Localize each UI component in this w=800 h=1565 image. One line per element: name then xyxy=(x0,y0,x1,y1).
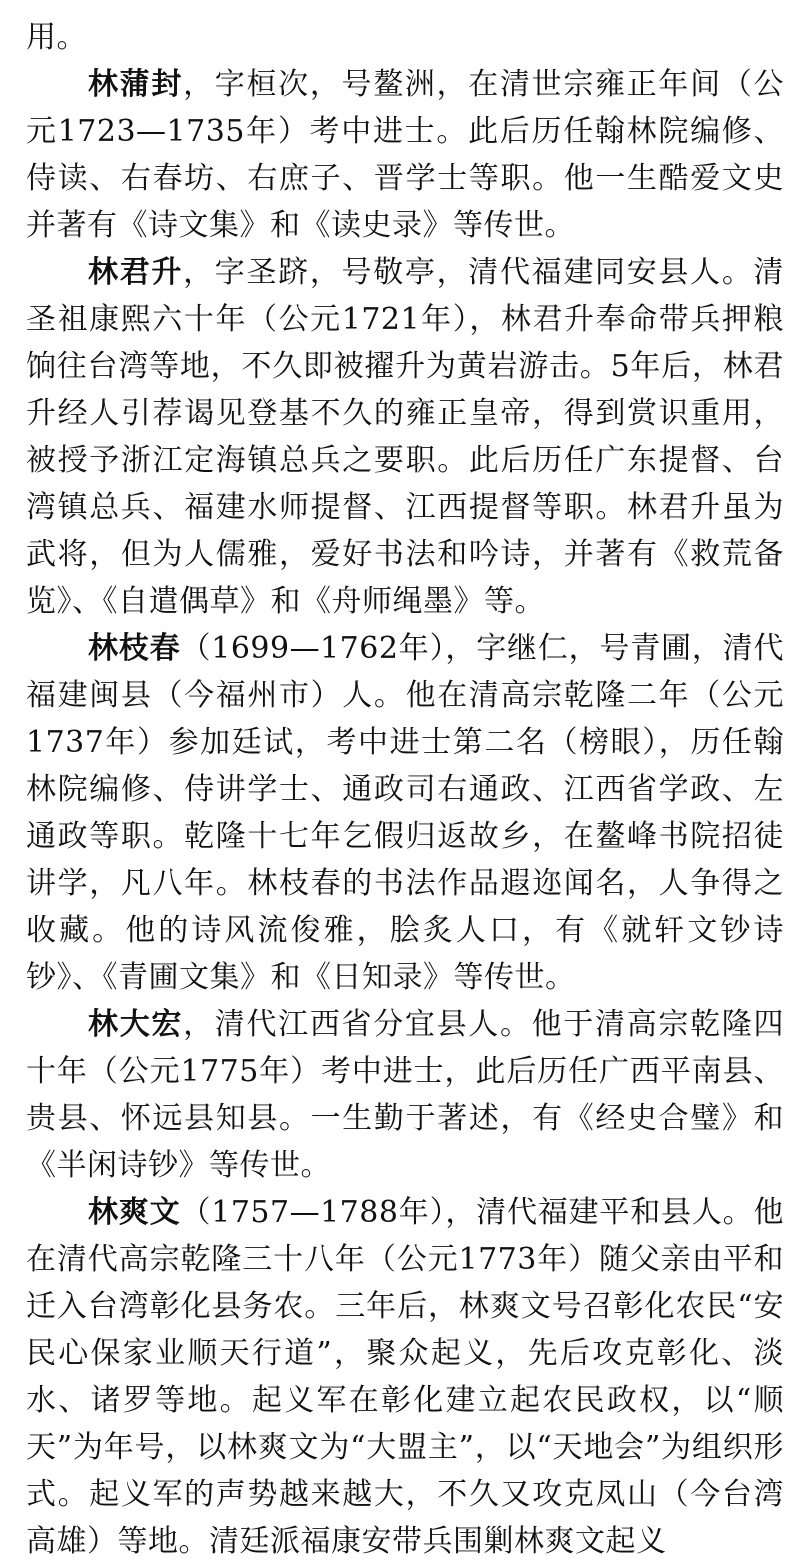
paragraph-text: 用。 xyxy=(26,20,87,55)
person-name: 林蒲封 xyxy=(88,67,184,102)
person-name: 林大宏 xyxy=(88,1007,184,1042)
person-name: 林爽文 xyxy=(88,1195,181,1230)
paragraph-continuation xyxy=(26,14,784,61)
paragraph-lin-dahong xyxy=(26,1001,784,1189)
paragraph-lin-junsheng xyxy=(26,249,784,625)
person-name: 林枝春 xyxy=(88,631,181,666)
paragraph-text: ，清代江西省分宜县人。他于清高宗乾隆四十年（公元1775年）考中进士，此后历任广西平南县、贵县、怀远县知县。一生勤于著述，有《经史合璧》和《半闲诗钞》等传世。 xyxy=(26,1007,785,1183)
paragraph-text: （1699—1762年），字继仁，号青圃，清代福建闽县（今福州市）人。他在清高宗乾隆二年（公元1737年）参加廷试，考中进士第二名（榜眼），历任翰林院编修、侍讲学士、通政司右通政、江西省学政、左通政等职。乾隆十七年乞假归返故乡，在鳌峰书院招徒讲学，凡八年。林枝春的书法作品遐迩闻名，人争得之收藏。他的诗风流俊雅，脍炙人口，有《就轩文钞诗钞》、《青圃文集》和《日知录》等传世。 xyxy=(26,631,784,995)
paragraph-text: （1757—1788年），清代福建平和县人。他在清代高宗乾隆三十八年（公元1773年）随父亲由平和迁入台湾彰化县务农。三年后，林爽文号召彰化农民“安民心保家业顺天行道”，聚众起义，先后攻克彰化、淡水、诸罗等地。起义军在彰化建立起农民政权，以“顺天”为年号，以林爽文为“大盟主”，以“天地会”为组织形式。起义军的声势越来越大，不久又攻克凤山（今台湾高雄）等地。清廷派福康安带兵围剿林爽文起义 xyxy=(26,1195,784,1559)
paragraph-lin-shuangwen xyxy=(26,1189,784,1565)
paragraph-lin-pufeng xyxy=(26,61,784,249)
paragraph-lin-zhichun xyxy=(26,625,784,1001)
paragraph-text: ，字桓次，号鳌洲，在清世宗雍正年间（公元1723—1735年）考中进士。此后历任翰林院编修、侍读、右春坊、右庶子、晋学士等职。他一生酷爱文史并著有《诗文集》和《读史录》等传世。 xyxy=(26,67,785,243)
paragraph-text: ，字圣跻，号敬亭，清代福建同安县人。清圣祖康熙六十年（公元1721年），林君升奉命带兵押粮饷往台湾等地，不久即被擢升为黄岩游击。5年后，林君升经人引荐谒见登基不久的雍正皇帝，得到赏识重用，被授予浙江定海镇总兵之要职。此后历任广东提督、台湾镇总兵、福建水师提督、江西提督等职。林君升虽为武将，但为人儒雅，爱好书法和吟诗，并著有《救荒备览》、《自遣偶草》和《舟师绳墨》等。 xyxy=(26,255,785,619)
person-name: 林君升 xyxy=(88,255,184,290)
